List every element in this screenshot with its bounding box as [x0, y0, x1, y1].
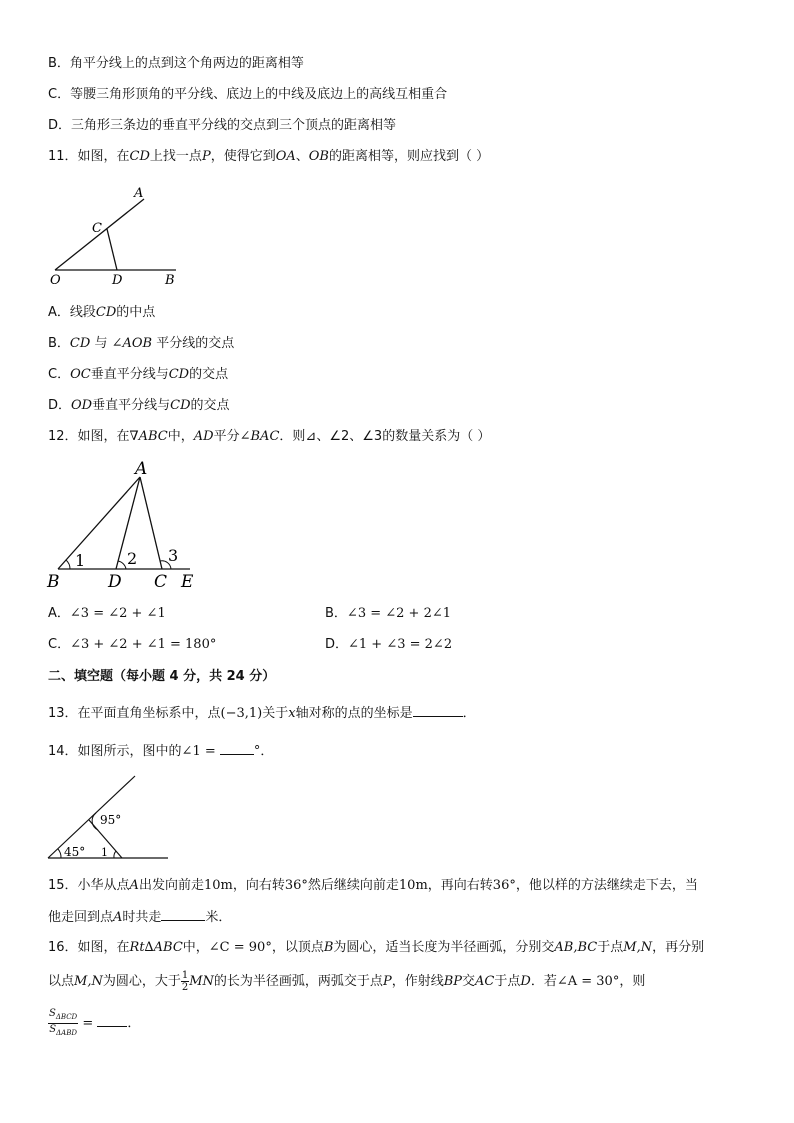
q16-line-3: $\frac{S_{\Delta BCD}}{S_{\Delta ABD}}$ = ．	[49, 1008, 141, 1037]
q14-answer-blank[interactable]	[220, 742, 254, 755]
label-b: B	[47, 572, 60, 592]
fraction-one-half: $\frac{1}{2}$	[181, 970, 189, 993]
q12-stem: 12．如图，在∇ABC中，AD平分∠BAC．则⊿、∠2、∠3的数量关系为（ ）	[48, 429, 491, 444]
label-c: C	[92, 221, 102, 236]
label-1: 1	[101, 846, 108, 859]
label-1: 1	[75, 551, 86, 570]
q15-answer-blank[interactable]	[161, 908, 205, 921]
label-a: A	[135, 459, 148, 479]
q12-option-a: A．∠3 = ∠2 + ∠1	[48, 606, 166, 621]
arc-1	[66, 560, 70, 569]
section-2-title: 二、填空题（每小题 4 分，共 24 分）	[48, 669, 276, 684]
label-e: E	[181, 572, 194, 592]
slant-line	[48, 776, 135, 858]
q10-option-d: D．三角形三条边的垂直平分线的交点到三个顶点的距离相等	[48, 118, 397, 133]
q14-stem: 14．如图所示，图中的∠1 = °．	[48, 744, 274, 759]
q11-option-c: C．OC垂直平分线与CD的交点	[48, 367, 229, 382]
arc-95	[92, 813, 98, 830]
q15-line-1: 15．小华从点A出发向前走10m，向右转36°然后继续向前走10m，再向右转36°，他以样的方法继续走下去，当	[48, 878, 698, 893]
label-c: C	[154, 572, 168, 592]
label-d: D	[112, 273, 123, 288]
q11-option-d: D．OD垂直平分线与CD的交点	[48, 398, 230, 413]
q16-line-1: 16．如图，在Rt∆ABC中，∠C = 90°，以顶点B为圆心，适当长度为半径画弧，分别交AB,BC于点M,N，再分别	[48, 940, 705, 955]
arc-1	[114, 851, 116, 858]
q11-figure	[40, 180, 190, 290]
q12-option-c: C．∠3 + ∠2 + ∠1 = 180°	[48, 637, 217, 652]
area-ratio-fraction: $\frac{S_{\Delta BCD}}{S_{\Delta ABD}}$	[49, 1008, 78, 1037]
q13-answer-blank[interactable]	[413, 704, 463, 717]
q10-option-b: B．角平分线上的点到这个角两边的距离相等	[48, 56, 304, 71]
q10-option-c: C．等腰三角形顶角的平分线、底边上的中线及底边上的高线互相重合	[48, 87, 448, 102]
q16-line-2: 以点M,N为圆心，大于 $\frac{1}{2}$ MN的长为半径画弧，两弧交于点P，作射线BP交AC于点D．若∠A = 30°，则	[48, 970, 646, 993]
label-o: O	[50, 273, 61, 288]
arc-45	[58, 849, 61, 858]
q11-option-b: B．CD 与 ∠AOB 平分线的交点	[48, 336, 235, 351]
q14-figure	[40, 770, 180, 865]
label-2: 2	[127, 549, 138, 568]
segment-cd	[107, 229, 117, 270]
label-a: A	[134, 186, 144, 201]
side-ac	[140, 477, 162, 569]
q15-line-2: 他走回到点A时共走 米．	[48, 910, 232, 925]
label-b: B	[165, 273, 175, 288]
q12-option-b: B．∠3 = ∠2 + 2∠1	[325, 606, 451, 621]
q12-figure	[40, 455, 210, 595]
label-95: 95°	[100, 813, 122, 827]
q12-option-d: D．∠1 + ∠3 = 2∠2	[325, 637, 453, 652]
q13-stem: 13．在平面直角坐标系中，点(−3,1)关于x轴对称的点的坐标是 ．	[48, 706, 476, 721]
q11-stem: 11．如图，在CD上找一点P，使得它到OA、OB的距离相等，则应找到（ ）	[48, 149, 490, 164]
label-d: D	[108, 572, 122, 592]
q16-answer-blank[interactable]	[97, 1014, 127, 1027]
arc-2	[118, 561, 126, 569]
q11-option-a: A．线段CD的中点	[48, 305, 156, 320]
label-3: 3	[168, 546, 179, 565]
label-45: 45°	[64, 845, 86, 859]
